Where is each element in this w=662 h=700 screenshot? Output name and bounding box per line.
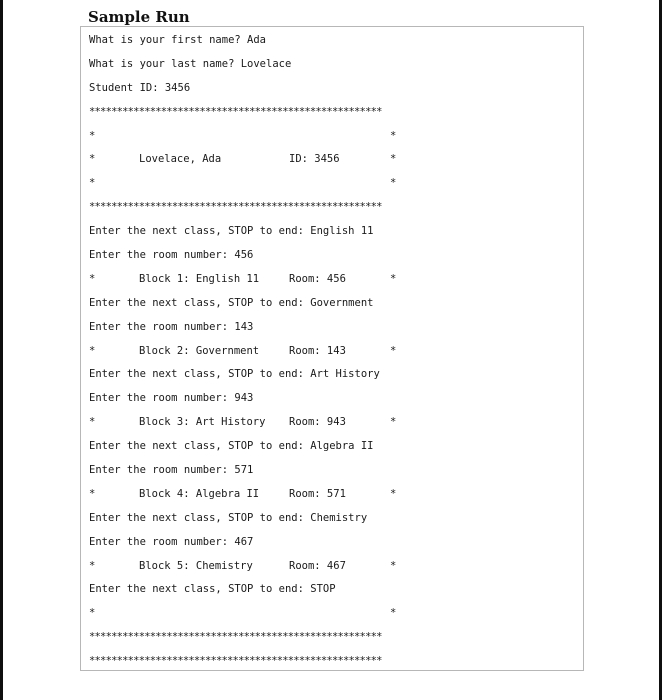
star-mark: *: [89, 177, 96, 190]
star-mark: *: [390, 177, 397, 190]
star-border-row: *****************************************************: [89, 631, 382, 644]
star-mark: *: [89, 153, 96, 166]
block-row: [89, 555, 577, 579]
console-line: Enter the next class, STOP to end: Chemistry: [89, 511, 368, 524]
star-mark: *: [89, 344, 96, 357]
console-line: Enter the next class, STOP to end: English 11: [89, 225, 374, 238]
block-cell: Block 3: Art History: [139, 416, 266, 429]
console-line: What is your first name? Ada: [89, 34, 267, 46]
console-line: Enter the room number: 456: [89, 249, 254, 262]
star-mark: *: [390, 559, 397, 572]
star-mark: *: [89, 487, 96, 500]
console-line: What is your last name? Lovelace: [89, 57, 292, 70]
star-mark: *: [89, 559, 96, 572]
console-line: Enter the next class, STOP to end: Art History: [89, 368, 380, 381]
console-line: Enter the next class, STOP to end: Algebra II: [89, 440, 374, 453]
block-cell: Block 4: Algebra II: [139, 487, 260, 500]
star-side-row: [89, 172, 577, 196]
student-name-cell: Lovelace, Ada: [139, 153, 222, 166]
star-mark: *: [89, 129, 96, 142]
star-mark: *: [89, 416, 96, 429]
console-line: Enter the room number: 571: [89, 464, 254, 477]
star-mark: *: [89, 272, 96, 285]
block-row: [89, 411, 577, 435]
star-mark: *: [390, 344, 397, 357]
star-side-row: [89, 602, 577, 626]
console-line: Enter the next class, STOP to end: STOP: [89, 583, 336, 596]
block-row: [89, 483, 577, 507]
console-line: Enter the room number: 943: [89, 392, 254, 405]
star-mark: *: [390, 153, 397, 166]
left-edge: [0, 0, 3, 700]
star-mark: *: [390, 416, 397, 429]
page-title: Sample Run: [88, 8, 190, 26]
name-id-row: [89, 148, 577, 172]
console-lines: [89, 27, 577, 674]
star-border-row: *****************************************************: [89, 201, 382, 214]
star-mark: *: [390, 129, 397, 142]
console-line: Enter the next class, STOP to end: Government: [89, 296, 374, 309]
star-border-row: *****************************************************: [89, 105, 382, 118]
block-cell: Block 1: English 11: [139, 272, 260, 285]
block-row: [89, 340, 577, 364]
console-line: Student ID: 3456: [89, 81, 191, 94]
student-id-cell: ID: 3456: [289, 153, 340, 166]
star-mark: *: [390, 607, 397, 620]
room-cell: Room: 571: [289, 487, 346, 500]
console-line: Enter the room number: 467: [89, 535, 254, 548]
room-cell: Room: 143: [289, 344, 346, 357]
star-mark: *: [390, 487, 397, 500]
star-mark: *: [89, 607, 96, 620]
room-cell: Room: 467: [289, 559, 346, 572]
block-row: [89, 268, 577, 292]
room-cell: Room: 943: [289, 416, 346, 429]
star-mark: *: [390, 272, 397, 285]
block-cell: Block 5: Chemistry: [139, 559, 253, 572]
block-cell: Block 2: Government: [139, 344, 260, 357]
room-cell: Room: 456: [289, 272, 346, 285]
console-line: Enter the room number: 143: [89, 320, 254, 333]
star-side-row: [89, 125, 577, 149]
star-border-row: *****************************************************: [89, 655, 382, 668]
console-output-box: [80, 26, 584, 671]
